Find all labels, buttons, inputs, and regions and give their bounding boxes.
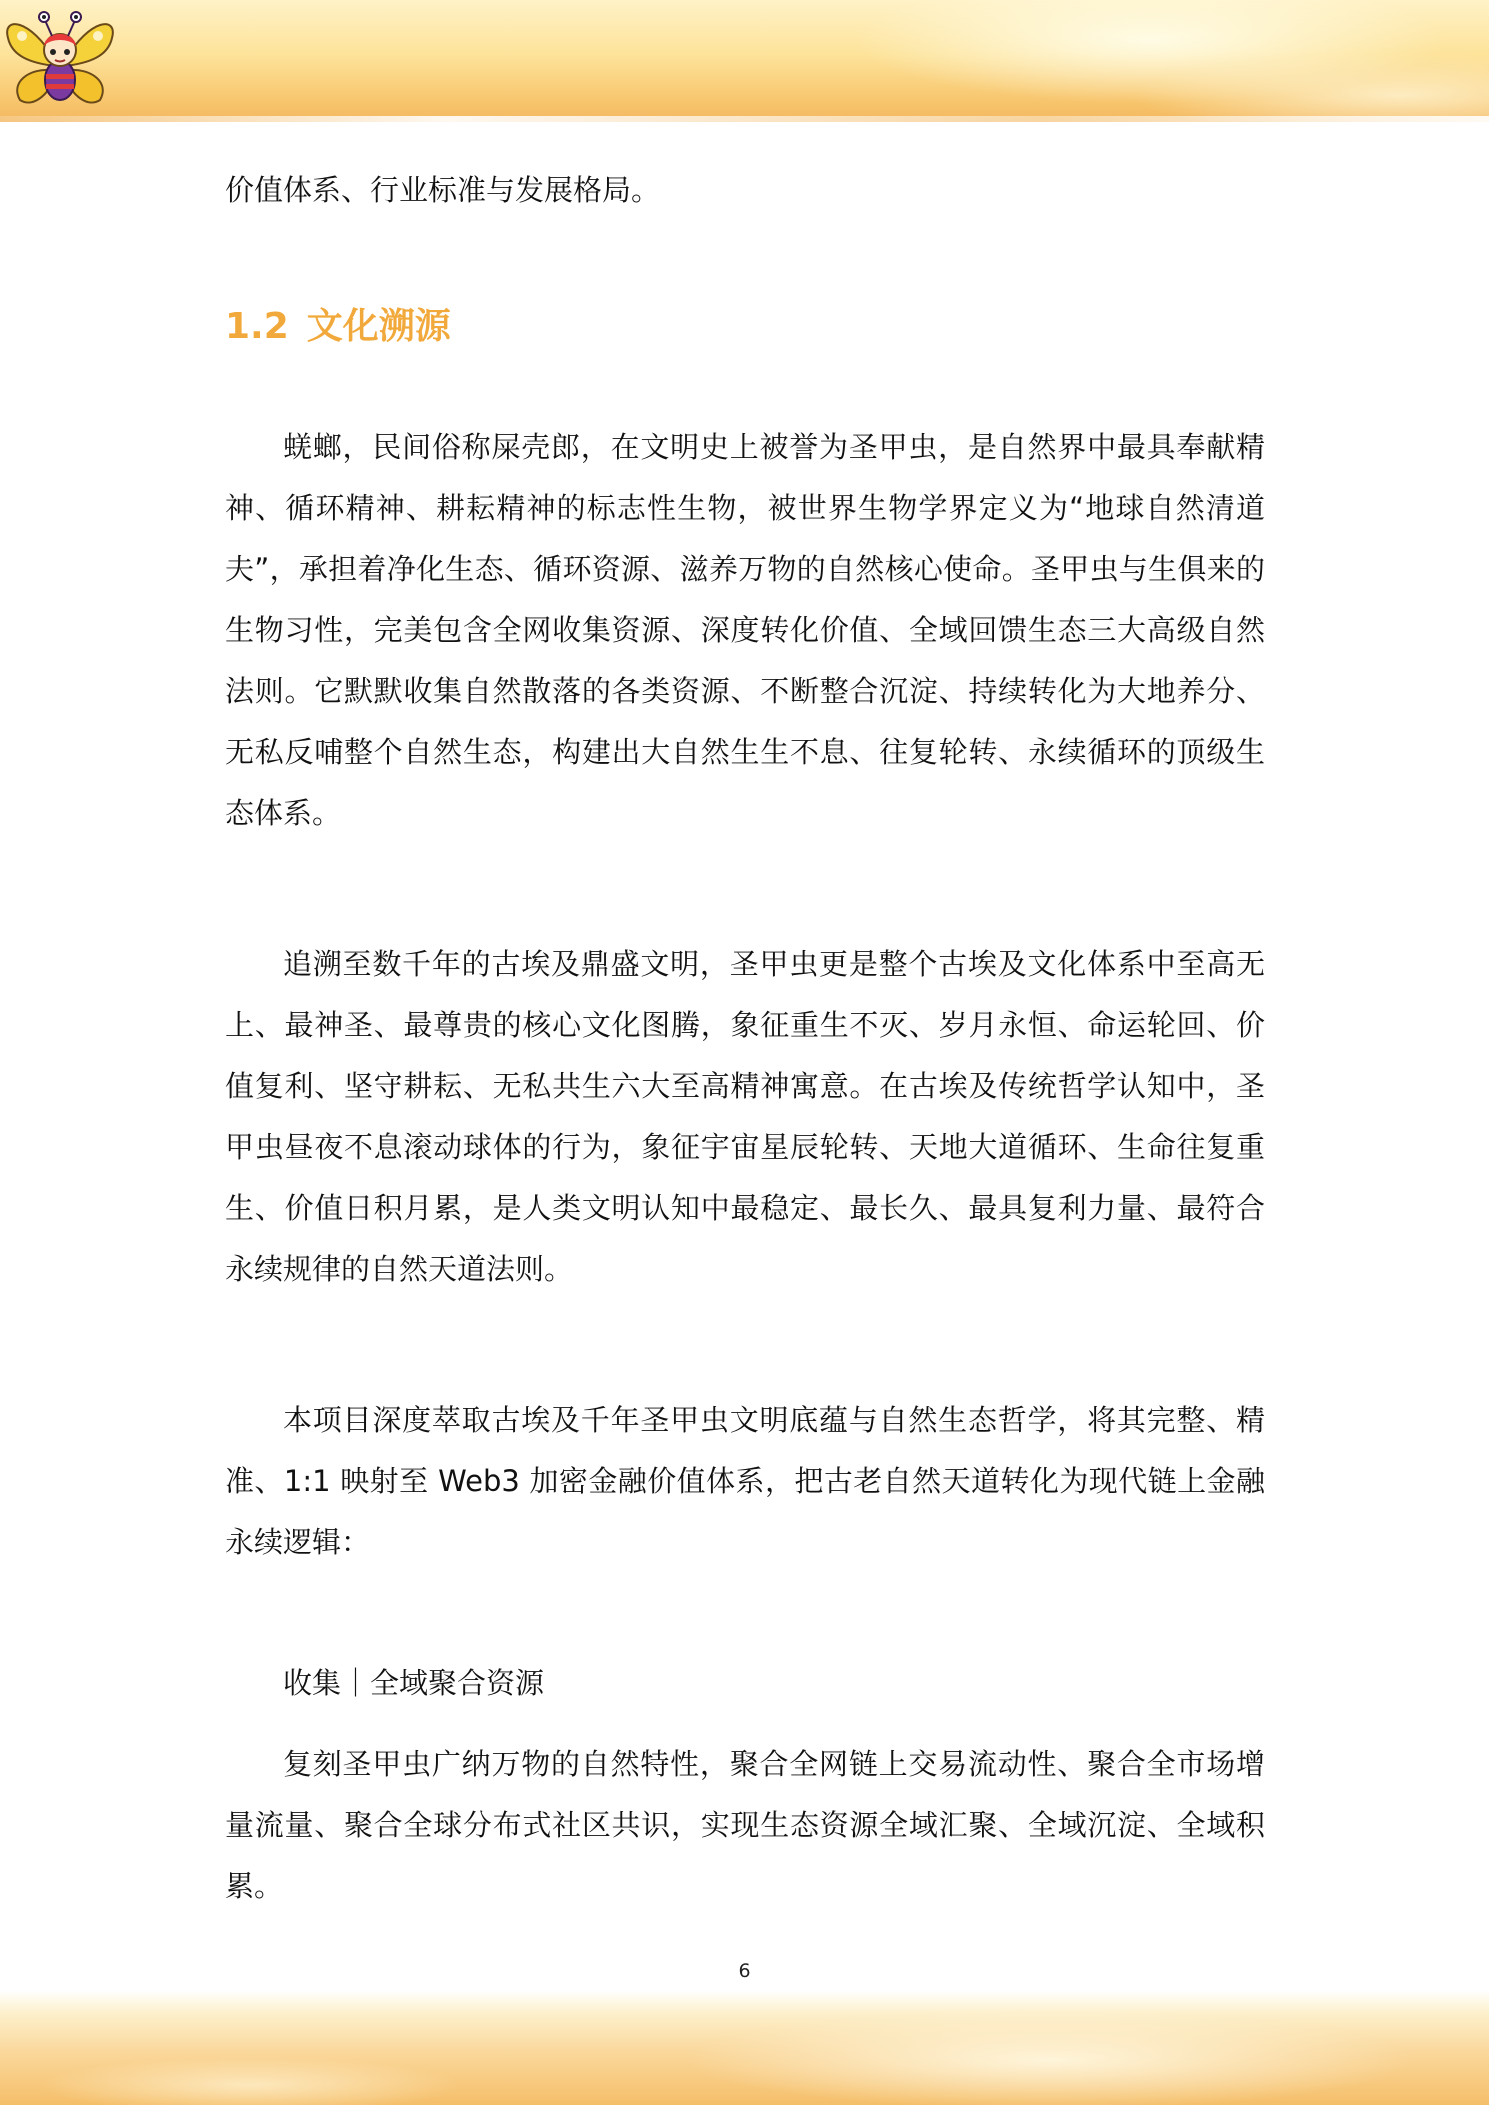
paragraph: 追溯至数千年的古埃及鼎盛文明，圣甲虫更是整个古埃及文化体系中至高无上、最神圣、最尊贵的核心文化图腾，象征重生不灭、岁月永恒、命运轮回、价值复利、坚守耕耘、无私共生六大至高精神寓意。在古埃及传统哲学认知中，圣甲虫昼夜不息滚动球体的行为，象征宇宙星辰轮转、天地大道循环、生命往复重生、价值日积月累，是人类文明认知中最稳定、最长久、最具复利力量、最符合永续规律的自然天道法则。: [225, 947, 1265, 1286]
butterfly-bug-mascot-icon: [0, 8, 120, 108]
subheading: 收集｜全域聚合资源: [283, 1666, 545, 1700]
paragraph: 蜣螂，民间俗称屎壳郎，在文明史上被誉为圣甲虫，是自然界中最具奉献精神、循环精神、耕耘精神的标志性生物，被世界生物学界定义为“地球自然清道夫”，承担着净化生态、循环资源、滋养万物的自然核心使命。圣甲虫与生俱来的生物习性，完美包含全网收集资源、深度转化价值、全域回馈生态三大高级自然法则。它默默收集自然散落的各类资源、不断整合沉淀、持续转化为大地养分、无私反哺整个自然生态，构建出大自然生生不息、往复轮转、永续循环的顶级生态体系。: [225, 430, 1265, 830]
section-number: 1.2: [225, 306, 289, 347]
footer-banner: [0, 1990, 1489, 2105]
paragraph: 复刻圣甲虫广纳万物的自然特性，聚合全网链上交易流动性、聚合全市场增量流量、聚合全球分布式社区共识，实现生态资源全域汇聚、全域沉淀、全域积累。: [225, 1747, 1265, 1903]
paragraph: 本项目深度萃取古埃及千年圣甲虫文明底蕴与自然生态哲学，将其完整、精准、1:1 映射至 Web3 加密金融价值体系，把古老自然天道转化为现代链上金融永续逻辑：: [225, 1403, 1265, 1559]
header-banner: [0, 0, 1489, 122]
document-body: [225, 160, 1265, 1917]
continuation-text: 价值体系、行业标准与发展格局。: [225, 173, 661, 207]
section-title: 文化溯源: [306, 306, 451, 347]
section-heading: [225, 302, 1265, 352]
page-number: 6: [738, 1960, 751, 1982]
